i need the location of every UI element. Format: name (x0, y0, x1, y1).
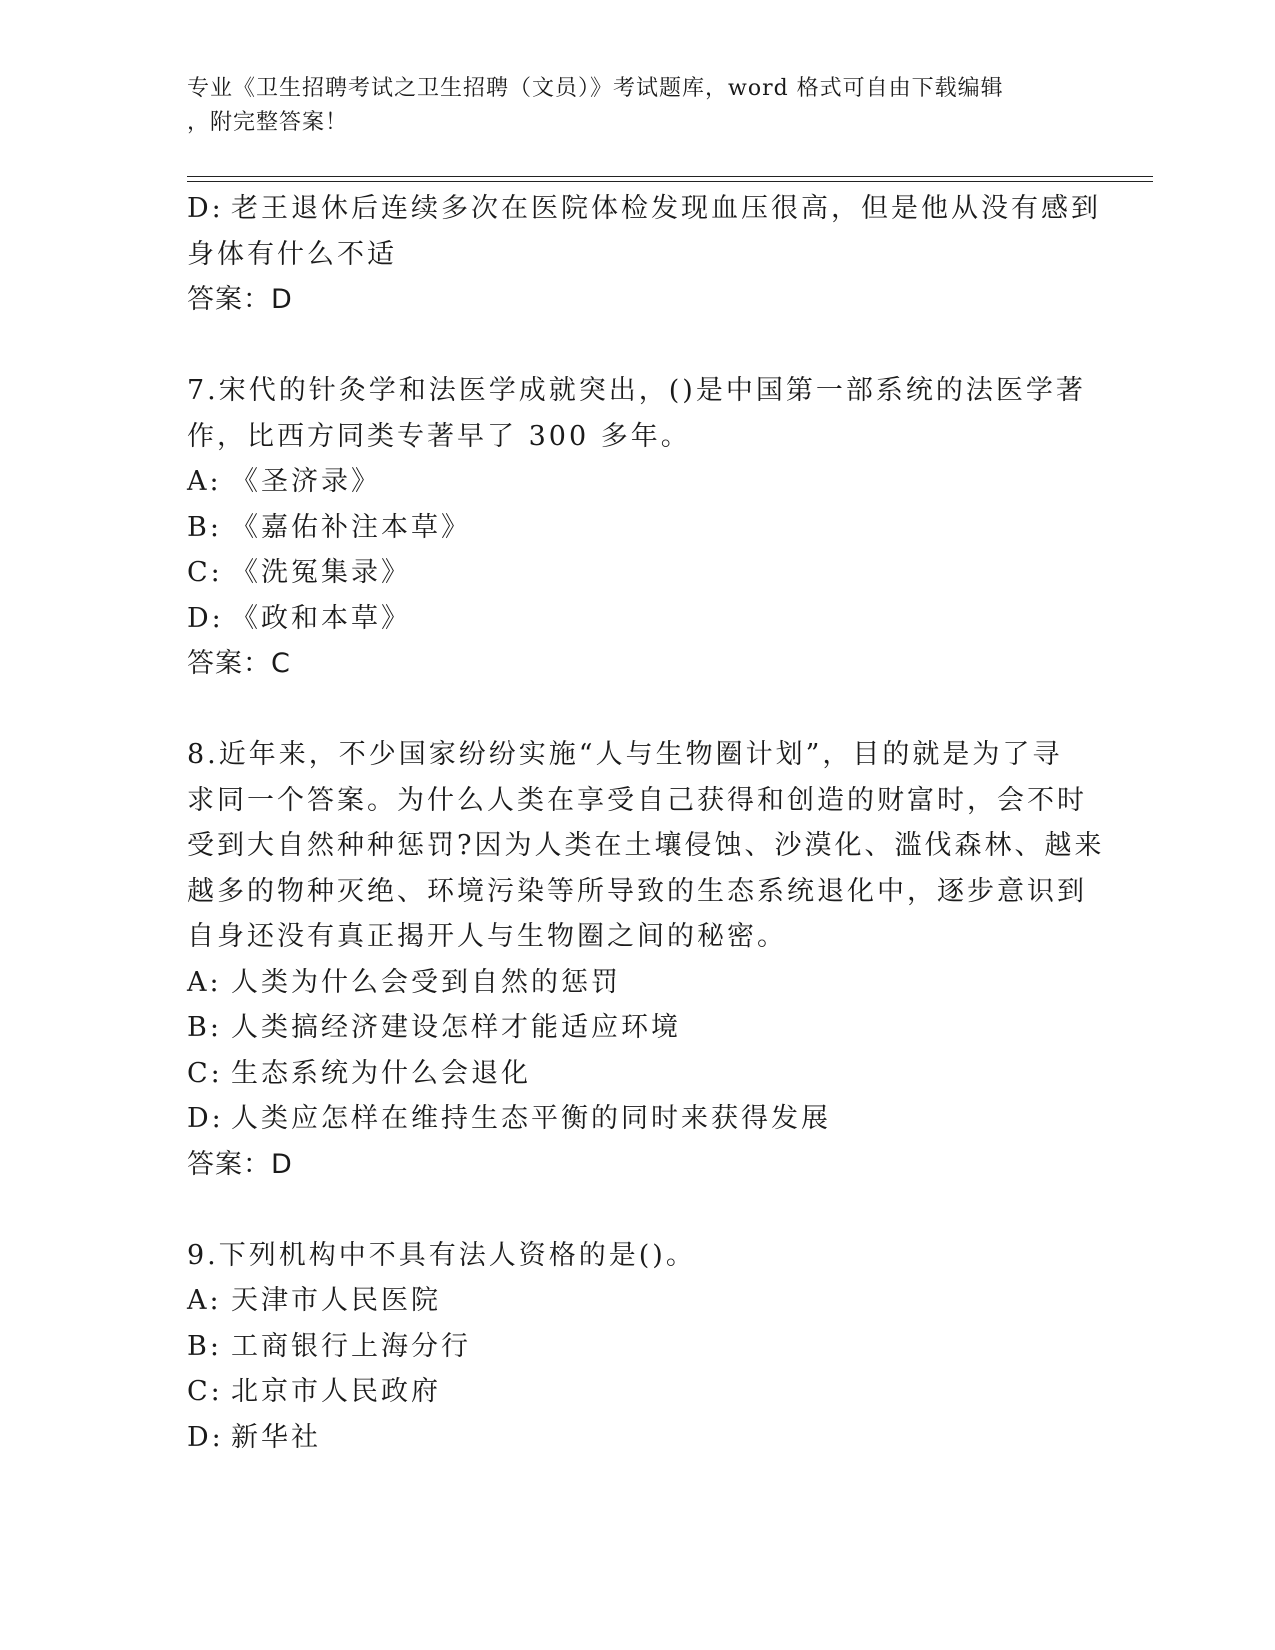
header-rule-bottom (187, 181, 1153, 182)
question-8-stem-line-2: 求同一个答案。为什么人类在享受自己获得和创造的财富时，会不时 (187, 784, 1087, 816)
question-7-stem-line-1: 7.宋代的针灸学和法医学成就突出，()是中国第一部系统的法医学著 (187, 375, 1086, 406)
option-letter: B: (187, 511, 222, 543)
question-6-option-d (187, 186, 1101, 277)
question-7-answer: 答案：C (187, 648, 291, 679)
option-text: 北京市人民政府 (231, 1376, 441, 1407)
question-8-option-d (187, 1096, 1087, 1142)
document-header (187, 72, 1087, 140)
option-text-line-2: 身体有什么不适 (187, 238, 397, 270)
question-7-option-a (187, 459, 1087, 505)
question-8-stem-line-1: 8.近年来，不少国家纷纷实施“人与生物圈计划”，目的就是为了寻 (187, 739, 1063, 770)
header-line-1: 专业《卫生招聘考试之卫生招聘（文员）》考试题库，word 格式可自由下载编辑 (187, 76, 1004, 101)
question-9-option-c (187, 1369, 1087, 1415)
question-content (187, 186, 1105, 1460)
option-text: 工商银行上海分行 (231, 1330, 471, 1362)
question-8-stem-line-4: 越多的物种灭绝、环境污染等所导致的生态系统退化中，逐步意识到 (187, 875, 1087, 907)
option-letter: B: (187, 1012, 222, 1043)
option-letter: D: (187, 602, 224, 634)
question-9 (187, 1233, 1087, 1461)
question-8-option-c (187, 1051, 1087, 1097)
question-7-option-b (187, 505, 1087, 551)
option-text: 人类为什么会受到自然的惩罚 (231, 966, 621, 998)
question-7-stem-line-2: 作，比西方同类专著早了 300 多年。 (187, 420, 691, 452)
option-text: 《圣济录》 (231, 466, 381, 497)
option-text: 生态系统为什么会退化 (231, 1057, 531, 1089)
header-rule-top (187, 176, 1153, 177)
option-letter: D: (187, 1103, 224, 1134)
question-8-stem-line-5: 自身还没有真正揭开人与生物圈之间的秘密。 (187, 921, 787, 952)
option-letter: D: (187, 1421, 224, 1453)
option-text-line-1: 老王退休后连续多次在医院体检发现血压很高，但是他从没有感到 (231, 193, 1101, 224)
question-8-answer: 答案：D (187, 1148, 293, 1180)
question-6-answer: 答案：D (187, 284, 293, 315)
question-7-option-d (187, 596, 1087, 642)
option-text: 天津市人民医院 (231, 1285, 441, 1316)
option-text: 人类搞经济建设怎样才能适应环境 (231, 1012, 681, 1043)
option-letter: A: (187, 466, 222, 497)
question-8-stem-line-3: 受到大自然种种惩罚?因为人类在土壤侵蚀、沙漠化、滥伐森林、越来 (187, 830, 1105, 861)
question-9-option-a (187, 1278, 1087, 1324)
option-text: 《政和本草》 (231, 602, 411, 634)
option-letter: A: (187, 966, 222, 998)
question-8-option-a (187, 960, 1087, 1006)
option-letter: C: (187, 1376, 223, 1407)
option-letter: A: (187, 1285, 222, 1316)
option-text: 新华社 (231, 1421, 321, 1453)
question-9-option-b (187, 1324, 1087, 1370)
option-letter: B: (187, 1330, 222, 1362)
question-9-stem-line-1: 9.下列机构中不具有法人资格的是()。 (187, 1239, 696, 1271)
option-text: 《洗冤集录》 (231, 557, 411, 588)
question-9-option-d (187, 1415, 1087, 1461)
question-8 (187, 732, 1105, 1187)
question-7-option-c (187, 550, 1087, 596)
option-letter: C: (187, 1057, 223, 1089)
option-letter: D: (187, 193, 224, 224)
header-line-2: ，附完整答案！ (187, 110, 349, 135)
question-8-option-b (187, 1005, 1087, 1051)
option-text: 《嘉佑补注本草》 (231, 511, 471, 543)
option-text: 人类应怎样在维持生态平衡的同时来获得发展 (231, 1103, 831, 1134)
option-letter: C: (187, 557, 223, 588)
question-7 (187, 368, 1087, 687)
